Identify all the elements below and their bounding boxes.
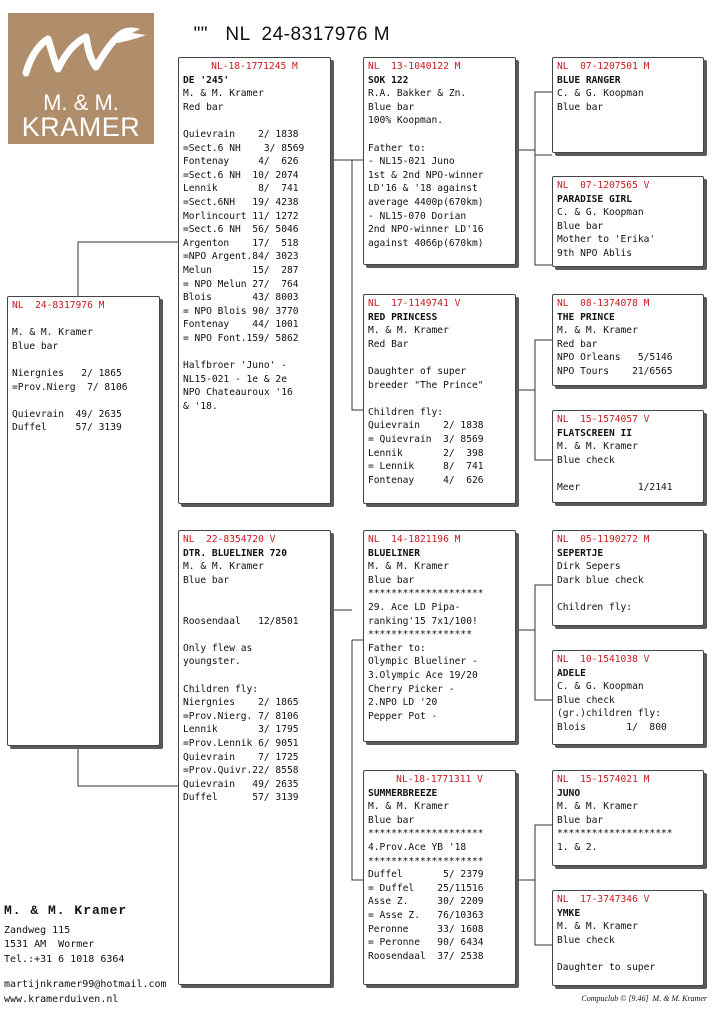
logo-line-1: M. & M. bbox=[43, 90, 119, 115]
ring-number: NL 14-1821196 M bbox=[368, 534, 461, 545]
software-credit: Compuclub © [9.46] M. & M. Kramer bbox=[581, 994, 707, 1003]
contact-name: M. & M. Kramer bbox=[4, 903, 128, 918]
breeder: C. & G. Koopman bbox=[557, 207, 644, 219]
divider-line: ****************** bbox=[368, 629, 472, 641]
ring-number: NL 10-1541038 V bbox=[557, 654, 650, 665]
connector-sd-ggp bbox=[516, 340, 552, 460]
result-line: Duffel 5/ 2379 bbox=[368, 869, 484, 881]
pigeon-name: THE PRINCE bbox=[557, 311, 615, 323]
pedigree-card-subject[interactable] bbox=[7, 296, 160, 746]
note-line: against 4066p(670km) bbox=[368, 237, 484, 249]
divider-line: ******************** bbox=[368, 588, 484, 600]
ring-number: NL 24-8317976 M bbox=[12, 300, 105, 311]
result-line: Quievrain 2/ 1838 bbox=[183, 128, 299, 140]
card-line bbox=[557, 947, 699, 961]
note-line: Children fly: bbox=[557, 601, 633, 613]
note-line: 9th NPO Ablis bbox=[557, 247, 633, 259]
color: Blue check bbox=[557, 694, 615, 706]
card-line bbox=[183, 345, 326, 359]
pigeon-name: SUMMERBREEZE bbox=[368, 787, 438, 799]
note-line: - NL15-070 Dorian bbox=[368, 210, 467, 222]
ring-number: NL 07-1207501 M bbox=[557, 61, 650, 72]
result-line: Fontenay 4/ 626 bbox=[368, 474, 484, 486]
pedigree-card-sire[interactable] bbox=[178, 57, 331, 504]
pedigree-card-ss-dam[interactable] bbox=[552, 176, 704, 267]
color: Blue bar bbox=[557, 101, 604, 113]
card-line bbox=[183, 601, 326, 615]
divider-line: ******************** bbox=[368, 828, 484, 840]
breeder: M. & M. Kramer bbox=[557, 921, 638, 933]
note-line: NPO Chateauroux '16 bbox=[183, 387, 293, 399]
breeder: M. & M. Kramer bbox=[12, 327, 93, 339]
ring-number: NL 13-1040122 M bbox=[368, 61, 461, 72]
pigeon-name: ADELE bbox=[557, 667, 586, 679]
result-line: = NPO Blois 90/ 3770 bbox=[183, 305, 299, 317]
color: Red Bar bbox=[368, 338, 409, 350]
pigeon-name: SOK 122 bbox=[368, 74, 409, 86]
result-line: Morlincourt 11/ 1272 bbox=[183, 210, 299, 222]
card-line bbox=[368, 128, 511, 142]
note-line: Cherry Picker - bbox=[368, 683, 455, 695]
divider-line: ******************** bbox=[557, 828, 673, 840]
result-line: =Prov.Nierg 7/ 8106 bbox=[12, 381, 128, 393]
color: Red bar bbox=[183, 101, 224, 113]
note-line: Daughter to super bbox=[557, 961, 656, 973]
result-line: =NPO Argent.84/ 3023 bbox=[183, 251, 299, 263]
card-line bbox=[557, 587, 699, 601]
contact-street: Zandweg 115 bbox=[4, 924, 71, 936]
note-line: 1. & 2. bbox=[557, 841, 598, 853]
card-line bbox=[12, 313, 155, 327]
result-line: =Prov.Lennik 6/ 9051 bbox=[183, 737, 299, 749]
result-line: = Peronne 90/ 6434 bbox=[368, 937, 484, 949]
note-line: Halfbroer 'Juno' - bbox=[183, 360, 287, 372]
card-line bbox=[12, 353, 155, 367]
result-line: Niergnies 2/ 1865 bbox=[183, 697, 299, 709]
result-line: =Prov.Nierg. 7/ 8106 bbox=[183, 710, 299, 722]
ring-number: NL 08-1374078 M bbox=[557, 298, 650, 309]
note-line: Children fly: bbox=[368, 406, 444, 418]
note-line: Pepper Pot - bbox=[368, 710, 438, 722]
note-line: LD'16 & '18 against bbox=[368, 183, 478, 195]
card-line bbox=[557, 467, 699, 481]
color: Blue bar bbox=[557, 220, 604, 232]
color: Blue bar bbox=[368, 574, 415, 586]
contact-city: 1531 AM Wormer bbox=[4, 939, 95, 950]
color: Blue bar bbox=[557, 814, 604, 826]
color: Blue bar bbox=[368, 814, 415, 826]
result-line: = NPO Melun 27/ 764 bbox=[183, 278, 299, 290]
result-line: Blois 1/ 800 bbox=[557, 721, 667, 733]
connector-ss-ggp bbox=[516, 92, 552, 265]
connector-ds-ggp bbox=[516, 585, 552, 700]
card-line bbox=[183, 669, 326, 683]
color: Blue bar bbox=[12, 340, 59, 352]
result-line: Melun 15/ 287 bbox=[183, 264, 299, 276]
pedigree-card-sire-dam[interactable] bbox=[363, 294, 516, 504]
logo-line-2: KRAMER bbox=[21, 112, 141, 142]
breeder: M. & M. Kramer bbox=[368, 561, 449, 573]
breeder: Dirk Sepers bbox=[557, 561, 621, 573]
result-line: Peronne 33/ 1608 bbox=[368, 923, 484, 935]
header-ring-number: NL 24-8317976 M bbox=[225, 24, 391, 45]
note-line: Mother to 'Erika' bbox=[557, 234, 656, 246]
result-line: = Quievrain 3/ 8569 bbox=[368, 433, 484, 445]
note-line: 29. Ace LD Pipa- bbox=[368, 601, 461, 613]
result-line: = Lennik 8/ 741 bbox=[368, 461, 484, 473]
pigeon-name: JUNO bbox=[557, 787, 581, 799]
pigeon-name: YMKE bbox=[557, 907, 581, 919]
header-quotes: "" bbox=[193, 24, 209, 45]
note-line: & '18. bbox=[183, 400, 218, 412]
note-line: breeder "The Prince" bbox=[368, 379, 484, 391]
result-line: Fontenay 44/ 1001 bbox=[183, 319, 299, 331]
ring-number: NL 17-3747346 V bbox=[557, 894, 650, 905]
card-line bbox=[183, 628, 326, 642]
pedigree-card-dam-sire[interactable] bbox=[363, 530, 516, 742]
result-line: =Sect.6 NH 3/ 8569 bbox=[183, 142, 305, 154]
pigeon-name: FLATSCREEN II bbox=[557, 427, 633, 439]
breeder: R.A. Bakker & Zn. bbox=[368, 88, 467, 100]
pedigree-card-sd-dam[interactable] bbox=[552, 410, 704, 503]
breeder: M. & M. Kramer bbox=[368, 801, 449, 813]
note-line: ranking'15 7x1/100! bbox=[368, 615, 478, 627]
note-line: - NL15-021 Juno bbox=[368, 156, 455, 168]
result-line: Argenton 17/ 518 bbox=[183, 237, 299, 249]
result-line: NPO Tours 21/6565 bbox=[557, 365, 673, 377]
ring-number: NL 17-1149741 V bbox=[368, 298, 461, 309]
note-line: 2.NPO LD '20 bbox=[368, 697, 438, 709]
connector-dam-grandparents bbox=[333, 610, 363, 880]
pedigree-card-ss-sire[interactable] bbox=[552, 57, 704, 153]
breeder: M. & M. Kramer bbox=[557, 801, 638, 813]
pigeon-name: SEPERTJE bbox=[557, 547, 604, 559]
note-line: Children fly: bbox=[183, 683, 259, 695]
result-line: =Sect.6 NH 56/ 5046 bbox=[183, 224, 299, 236]
pedigree-card-ds-dam[interactable] bbox=[552, 650, 704, 745]
result-line: =Sect.6 NH 10/ 2074 bbox=[183, 169, 299, 181]
pedigree-card-dam[interactable] bbox=[178, 530, 331, 985]
note-line: average 4400p(670km) bbox=[368, 196, 484, 208]
result-line: Quievrain 49/ 2635 bbox=[12, 408, 122, 420]
result-line: Lennik 2/ 398 bbox=[368, 447, 484, 459]
pigeon-name: PARADISE GIRL bbox=[557, 193, 633, 205]
pedigree-card-dd-dam[interactable] bbox=[552, 890, 704, 986]
card-line bbox=[368, 392, 511, 406]
note-line: (gr.)children fly: bbox=[557, 708, 661, 720]
note-line: Daughter of super bbox=[368, 365, 467, 377]
divider-line: ******************** bbox=[368, 855, 484, 867]
result-line: Meer 1/2141 bbox=[557, 481, 673, 493]
pedigree-card-dam-dam[interactable] bbox=[363, 770, 516, 985]
pigeon-name: BLUELINER bbox=[368, 547, 420, 559]
note-line: 4.Prov.Ace YB '18 bbox=[368, 841, 467, 853]
connector-dd-ggp bbox=[516, 825, 552, 945]
result-line: = Asse Z. 76/10363 bbox=[368, 909, 484, 921]
result-line: Fontenay 4/ 626 bbox=[183, 156, 299, 168]
result-line: Asse Z. 30/ 2209 bbox=[368, 896, 484, 908]
result-line: Duffel 57/ 3139 bbox=[12, 422, 122, 434]
pigeon-name: RED PRINCESS bbox=[368, 311, 438, 323]
note-line: Only flew as bbox=[183, 642, 253, 654]
result-line: Niergnies 2/ 1865 bbox=[12, 367, 122, 379]
color: Blue check bbox=[557, 934, 615, 946]
note-line: 3.Olympic Ace 19/20 bbox=[368, 669, 478, 681]
card-line bbox=[183, 114, 326, 128]
note-line: Father to: bbox=[368, 642, 426, 654]
card-line bbox=[12, 394, 155, 408]
result-line: Roosendaal 37/ 2538 bbox=[368, 950, 484, 962]
contact-email-link[interactable]: martijnkramer99@hotmail.com bbox=[4, 979, 167, 990]
breeder: C. & G. Koopman bbox=[557, 681, 644, 693]
contact-spacer bbox=[4, 967, 167, 978]
note-line: youngster. bbox=[183, 656, 241, 668]
result-line: Roosendaal 12/8501 bbox=[183, 615, 299, 627]
result-line: Quievrain 7/ 1725 bbox=[183, 751, 299, 763]
color: Blue check bbox=[557, 454, 615, 466]
color: Blue bar bbox=[183, 574, 230, 586]
ring-number: NL-18-1771311 V bbox=[396, 774, 483, 785]
pedigree-card-sire-sire[interactable] bbox=[363, 57, 516, 265]
result-line: Quievrain 2/ 1838 bbox=[368, 420, 484, 432]
breeder: C. & G. Koopman bbox=[557, 88, 644, 100]
breeder: M. & M. Kramer bbox=[183, 88, 264, 100]
pigeon-name: DE '245' bbox=[183, 74, 230, 86]
contact-website-link[interactable]: www.kramerduiven.nl bbox=[4, 993, 119, 1005]
note-line: 1st & 2nd NPO-winner bbox=[368, 169, 484, 181]
contact-phone: Tel.:+31 6 1018 6364 bbox=[4, 953, 125, 965]
color: Red bar bbox=[557, 338, 598, 350]
pigeon-name: BLUE RANGER bbox=[557, 74, 621, 86]
breeder: M. & M. Kramer bbox=[557, 325, 638, 337]
connector-sire-grandparents bbox=[333, 160, 363, 410]
result-line: =Sect.6NH 19/ 4238 bbox=[183, 196, 299, 208]
result-line: =Prov.Quivr.22/ 8558 bbox=[183, 765, 299, 777]
ring-number: NL 15-1574021 M bbox=[557, 774, 650, 785]
ring-number: NL 15-1574057 V bbox=[557, 414, 650, 425]
pigeon-name: DTR. BLUELINER 720 bbox=[183, 547, 287, 559]
card-line bbox=[183, 587, 326, 601]
note-line: Father to: bbox=[368, 142, 426, 154]
ring-number: NL-18-1771245 M bbox=[211, 61, 298, 72]
result-line: Lennik 3/ 1795 bbox=[183, 724, 299, 736]
breeder: M. & M. Kramer bbox=[183, 561, 264, 573]
note-line: Olympic Blueliner - bbox=[368, 656, 478, 668]
result-line: Duffel 57/ 3139 bbox=[183, 792, 299, 804]
pedigree-card-dd-sire[interactable] bbox=[552, 770, 704, 866]
breeder: M. & M. Kramer bbox=[368, 325, 449, 337]
pedigree-card-sd-sire[interactable] bbox=[552, 294, 704, 386]
color: Blue bar bbox=[368, 101, 415, 113]
card-line bbox=[368, 351, 511, 365]
breeder-contact-block bbox=[4, 904, 167, 1007]
ring-number: NL 05-1190272 M bbox=[557, 534, 650, 545]
pedigree-card-ds-sire[interactable] bbox=[552, 530, 704, 626]
ring-number: NL 22-8354720 V bbox=[183, 534, 276, 545]
color: Dark blue check bbox=[557, 574, 644, 586]
result-line: NPO Orleans 5/5146 bbox=[557, 352, 673, 364]
breeder: M. & M. Kramer bbox=[557, 441, 638, 453]
note-line: 100% Koopman. bbox=[368, 115, 444, 127]
result-line: Quievrain 49/ 2635 bbox=[183, 778, 299, 790]
result-line: = Duffel 25/11516 bbox=[368, 882, 484, 894]
result-line: Lennik 8/ 741 bbox=[183, 183, 299, 195]
result-line: Blois 43/ 8003 bbox=[183, 292, 299, 304]
ring-number: NL 07-1207565 V bbox=[557, 180, 650, 191]
note-line: 2nd NPO-winner LD'16 bbox=[368, 224, 484, 236]
note-line: NL15-021 - 1e & 2e bbox=[183, 373, 287, 385]
result-line: = NPO Font.159/ 5862 bbox=[183, 332, 299, 344]
